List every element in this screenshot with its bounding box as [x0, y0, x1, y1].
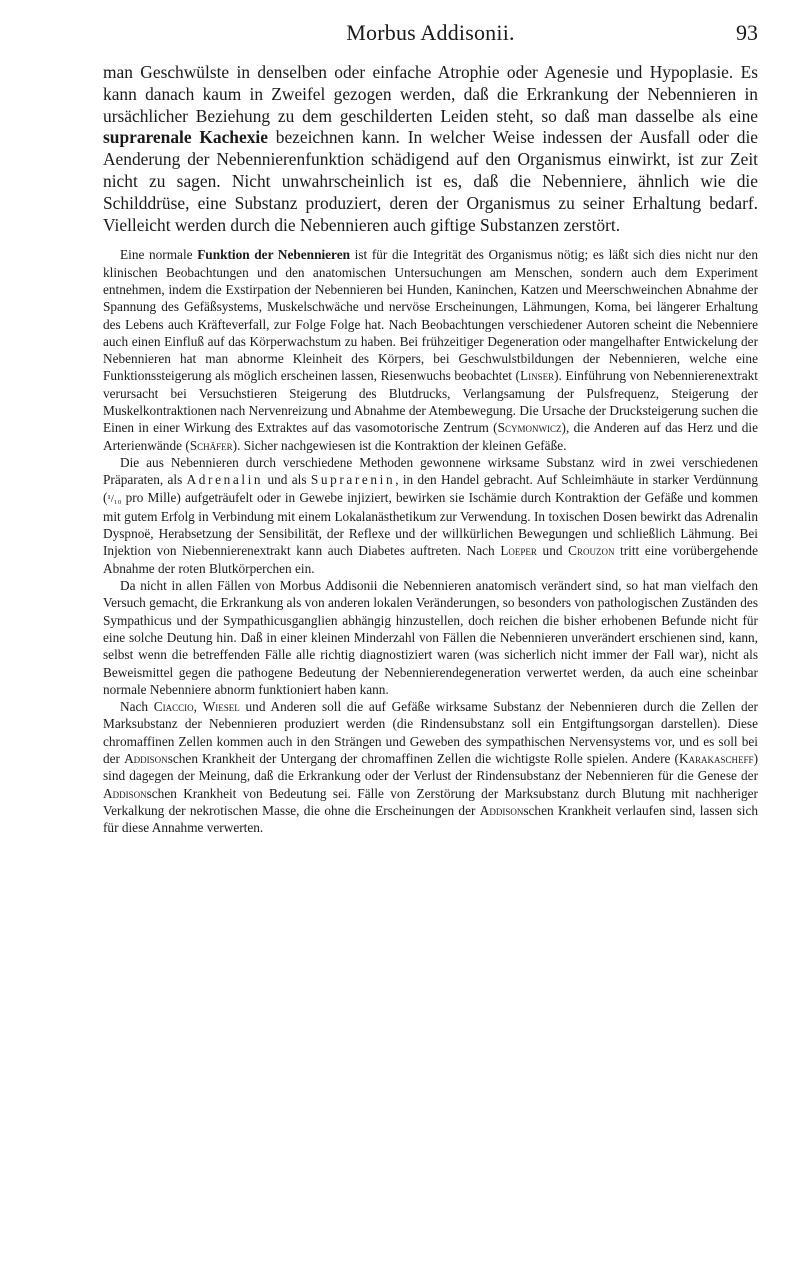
author-name: Addison: [124, 750, 168, 766]
p4-text-g: schen Krankheit verlaufen sind, lassen sich für diese Annahme verwerten.: [103, 802, 758, 836]
p2-text-a: Die aus Nebennieren durch verschiedene Methoden gewonnene wirksame Substanz wird in zwei verschiedenen Präparaten, als: [103, 454, 758, 488]
p2-text-f: tritt eine vorübergehende Abnahme der roten Blutkörperchen ein.: [103, 543, 758, 576]
paragraph-marksubstanz: [103, 698, 758, 836]
lead-bold-term: suprarenale Kachexie: [103, 127, 268, 148]
lead-text-2: bezeichnen kann. In welcher Weise indessen der Ausfall oder die Aenderung der Nebennierenfunktion schädigend auf den Organismus einwirkt, ist zur Zeit nicht zu sagen. Nicht unwahrscheinlich ist es, daß die Nebenniere, ähnlich wie die Schilddrüse, eine Substanz produziert, deren der Organismus zu seiner Erhaltung bedarf. Vielleicht werden durch die Nebennieren auch giftige Substanzen zerstört.: [103, 127, 759, 235]
p1-text-c: ). Einführung von Nebennierenextrakt verursacht bei Versuchstieren Steigerung des Blutdrucks, Verlangsamung der Pulsfrequenz, Steigerung der Muskelkontraktionen nach Nervenreizung und Abnahme der Atembewegung. Die Ursache der Drucksteigerung suchen die Einen in einer Wirkung des Extraktes auf das vasomotorische Zentrum (: [103, 368, 759, 436]
p2-text-b: und als: [263, 472, 311, 488]
paragraph-sympathicus: [103, 577, 758, 698]
running-head: [103, 18, 758, 54]
author-name: Addison: [479, 802, 524, 818]
p4-text-b: ,: [193, 699, 203, 715]
term-suprarenin: Suprarenin: [310, 472, 396, 488]
p1-bold-term: Funktion der Nebennieren: [197, 247, 351, 263]
author-name: Schäfer: [189, 437, 233, 453]
p4-text-a: Nach: [120, 699, 154, 715]
page-number: 93: [736, 20, 758, 45]
term-adrenalin: Adrenalin: [186, 472, 264, 488]
lead-paragraph: [103, 62, 758, 236]
page-body: [103, 62, 758, 836]
p2-text-e: und: [536, 543, 569, 559]
p4-text-d: schen Krankheit der Untergang der chromaffinen Zellen die wichtigste Rolle spielen. Andere (: [167, 750, 679, 766]
p2-text-d: pro Mille) aufgeträufelt oder in Gewebe injiziert, bewirken sie Ischämie durch Kontraktion der Gefäße und kommen mit gutem Erfolg in Verbindung mit einem Lokalanästhetikum zur Verwendung. In toxischen Dosen bewirkt das Adrenalin Dyspnoë, Herabsetzung der Sensibilität, der Reflexe und der willkürlichen Bewegungen und schließlich Lähmung. Bei Injektion von Niebennierenextrakt kann auch Diabetes auftreten. Nach: [103, 489, 758, 559]
author-name: Addison: [103, 785, 147, 801]
p1-text-d: ), die Anderen auf das Herz und die Arterienwände (: [103, 420, 758, 453]
p1-text-b: ist für die Integrität des Organismus nötig; es läßt sich dies nicht nur den klinischen Beobachtungen und den anatomischen Untersuchungen am Menschen, sondern auch dem Experiment entnehmen, indem die Exstirpation der Nebennieren bei Hunden, Kaninchen, Katzen und Meerschweinchen Abnahme der Spannung des Gefäßsystems, Muskelschwäche und nervöse Erscheinungen, Lähmungen, Koma, bei längerer Erhaltung des Lebens auch Kräfteverfall, zur Folge Folge hat. Nach Beobachtungen verschiedener Autoren scheint die Nebenniere auch einen Einfluß auf das Körperwachstum zu haben. Bei frühzeitiger Degeneration oder mangelhafter Entwickelung der Nebennieren hat man abnorme Kleinheit des Körpers, bei Geschwulstbildungen der Nebennieren, welche eine Funktionssteigerung als möglich erscheinen lassen, Riesenwuchs beobachtet (: [103, 247, 758, 384]
lead-text-1: man Geschwülste in denselben oder einfache Atrophie oder Agenesie und Hypoplasie. Es kann danach kaum in Zweifel gezogen werden, daß die Erkrankung der Nebennieren in ursächlicher Beziehung zu dem geschilderten Leiden steht, so daß man dasselbe als eine: [103, 62, 758, 126]
p1-text-e: ). Sicher nachgewiesen ist die Kontraktion der kleinen Gefäße.: [232, 437, 567, 453]
author-name: Scymonwicz: [497, 420, 562, 436]
p3-text-a: Da nicht in allen Fällen von Morbus Addisonii die Nebennieren anatomisch verändert sind, so hat man vielfach den Versuch gemacht, die Erkrankung als von anderen lokalen Veränderungen, so besonders von pathologischen Zuständen des Sympathicus und der Sympathicusganglien abhängig hinzustellen, doch reichen die bisher erhobenen Befunde nicht für eine solche Deutung hin. Daß in einer kleinen Minderzahl von Fällen die Nebennieren unverändert erschienen sind, kann, selbst wenn die betreffenden Fälle alle richtig diagnostiziert waren (was sicherlich nicht immer der Fall war), nicht als Beweismittel gegen die pathogene Bedeutung der Nebennierendegeneration verwertet werden, da auch eine scheinbar normale Nebenniere abnorm funktioniert haben kann.: [103, 578, 758, 697]
paragraph-function: [103, 246, 758, 454]
author-name: Ciaccio: [153, 699, 194, 715]
p4-text-f: schen Krankheit von Bedeutung sei. Fälle von Zerstörung der Marksubstanz durch Blutung mit nachheriger Verkalkung der nekrotischen Masse, die ohne die Erscheinungen der: [103, 785, 758, 818]
fraction: ¹/₁₀: [107, 492, 122, 505]
author-name: Crouzon: [568, 543, 615, 559]
p4-text-c: und Anderen soll die auf Gefäße wirksame Substanz der Nebennieren durch die Zellen der Marksubstanz der Nebennieren produziert werden (die Rindensubstanz soll ein Entgiftungsorgan darstellen). Diese chromaffinen Zellen kommen auch in den Strängen und Geweben des sympathischen Nervensystems vor, und es soll bei der: [103, 699, 758, 766]
p4-text-e: ) sind dagegen der Meinung, daß die Erkrankung oder der Verlust der Rindensubstanz der Nebennieren für die Genese der: [103, 750, 758, 784]
author-name: Linser: [519, 368, 555, 384]
author-name: Loeper: [500, 543, 537, 559]
p1-text-a: Eine normale: [120, 247, 198, 263]
p2-text-c: , in den Handel gebracht. Auf Schleimhäute in starker Verdünnung (: [103, 472, 759, 505]
author-name: Wiesel: [202, 699, 240, 715]
running-title: Morbus Addisonii.: [346, 20, 515, 45]
paragraph-adrenalin: [103, 454, 758, 577]
author-name: Karakascheff: [678, 750, 754, 766]
